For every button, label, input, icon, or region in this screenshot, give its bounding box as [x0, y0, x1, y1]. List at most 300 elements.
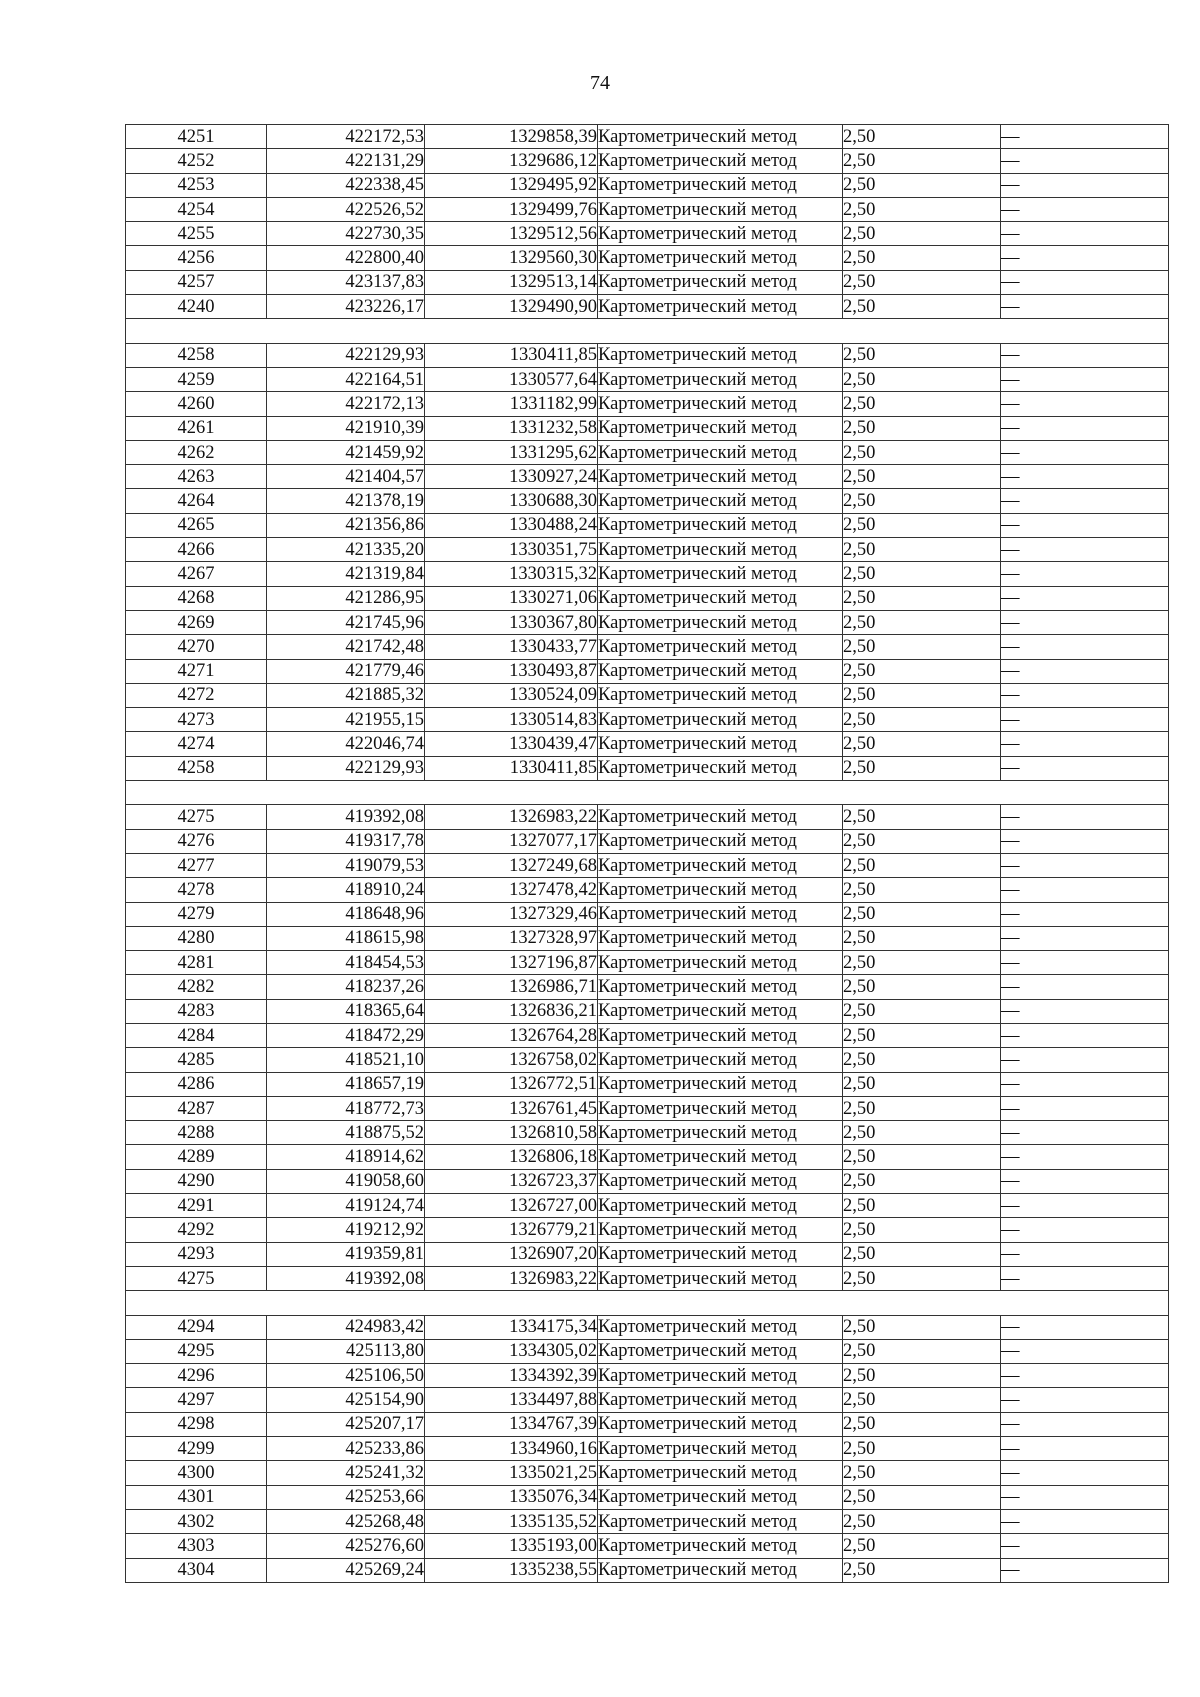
page-number: 74 [590, 72, 610, 94]
table-row [126, 367, 1169, 391]
y-coordinate-cell: 1327328,97 [425, 926, 598, 950]
table-row [126, 562, 1169, 586]
method-cell: Картометрический метод [598, 1096, 843, 1120]
description-cell: — [1001, 222, 1169, 246]
method-cell: Картометрический метод [598, 659, 843, 683]
point-number-cell: 4258 [126, 343, 267, 367]
point-number-cell: 4263 [126, 465, 267, 489]
method-cell: Картометрический метод [598, 902, 843, 926]
description-cell: — [1001, 1072, 1169, 1096]
x-coordinate-cell: 425268,48 [267, 1509, 425, 1533]
method-cell: Картометрический метод [598, 149, 843, 173]
method-cell: Картометрический метод [598, 416, 843, 440]
y-coordinate-cell: 1335135,52 [425, 1509, 598, 1533]
x-coordinate-cell: 423226,17 [267, 295, 425, 319]
accuracy-cell: 2,50 [843, 562, 1001, 586]
accuracy-cell: 2,50 [843, 951, 1001, 975]
method-cell: Картометрический метод [598, 1339, 843, 1363]
accuracy-cell: 2,50 [843, 1048, 1001, 1072]
table-row [126, 853, 1169, 877]
coordinates-table-body [126, 125, 1169, 1583]
x-coordinate-cell: 425233,86 [267, 1437, 425, 1461]
accuracy-cell: 2,50 [843, 683, 1001, 707]
y-coordinate-cell: 1326806,18 [425, 1145, 598, 1169]
x-coordinate-cell: 421356,86 [267, 513, 425, 537]
table-row [126, 951, 1169, 975]
x-coordinate-cell: 421378,19 [267, 489, 425, 513]
method-cell: Картометрический метод [598, 1509, 843, 1533]
y-coordinate-cell: 1334305,02 [425, 1339, 598, 1363]
accuracy-cell: 2,50 [843, 732, 1001, 756]
point-number-cell: 4268 [126, 586, 267, 610]
description-cell: — [1001, 683, 1169, 707]
description-cell: — [1001, 1145, 1169, 1169]
x-coordinate-cell: 421779,46 [267, 659, 425, 683]
table-row [126, 1096, 1169, 1120]
y-coordinate-cell: 1330367,80 [425, 610, 598, 634]
point-number-cell: 4271 [126, 659, 267, 683]
point-number-cell: 4278 [126, 878, 267, 902]
y-coordinate-cell: 1326779,21 [425, 1218, 598, 1242]
table-row [126, 829, 1169, 853]
table-row [126, 756, 1169, 780]
description-cell: — [1001, 1412, 1169, 1436]
point-number-cell: 4282 [126, 975, 267, 999]
point-number-cell: 4279 [126, 902, 267, 926]
y-coordinate-cell: 1335076,34 [425, 1485, 598, 1509]
point-number-cell: 4281 [126, 951, 267, 975]
point-number-cell: 4253 [126, 173, 267, 197]
point-number-cell: 4289 [126, 1145, 267, 1169]
accuracy-cell: 2,50 [843, 805, 1001, 829]
point-number-cell: 4291 [126, 1194, 267, 1218]
x-coordinate-cell: 421404,57 [267, 465, 425, 489]
y-coordinate-cell: 1330433,77 [425, 635, 598, 659]
method-cell: Картометрический метод [598, 683, 843, 707]
point-number-cell: 4299 [126, 1437, 267, 1461]
table-row [126, 295, 1169, 319]
description-cell: — [1001, 367, 1169, 391]
point-number-cell: 4296 [126, 1364, 267, 1388]
point-number-cell: 4293 [126, 1242, 267, 1266]
point-number-cell: 4273 [126, 708, 267, 732]
accuracy-cell: 2,50 [843, 197, 1001, 221]
x-coordinate-cell: 425113,80 [267, 1339, 425, 1363]
accuracy-cell: 2,50 [843, 1145, 1001, 1169]
method-cell: Картометрический метод [598, 999, 843, 1023]
accuracy-cell: 2,50 [843, 1315, 1001, 1339]
description-cell: — [1001, 1364, 1169, 1388]
x-coordinate-cell: 422172,53 [267, 125, 425, 149]
method-cell: Картометрический метод [598, 926, 843, 950]
description-cell: — [1001, 1169, 1169, 1193]
method-cell: Картометрический метод [598, 1242, 843, 1266]
description-cell: — [1001, 1339, 1169, 1363]
accuracy-cell: 2,50 [843, 829, 1001, 853]
method-cell: Картометрический метод [598, 829, 843, 853]
method-cell: Картометрический метод [598, 1388, 843, 1412]
y-coordinate-cell: 1330493,87 [425, 659, 598, 683]
method-cell: Картометрический метод [598, 1194, 843, 1218]
point-number-cell: 4259 [126, 367, 267, 391]
point-number-cell: 4300 [126, 1461, 267, 1485]
x-coordinate-cell: 422172,13 [267, 392, 425, 416]
accuracy-cell: 2,50 [843, 635, 1001, 659]
accuracy-cell: 2,50 [843, 586, 1001, 610]
description-cell: — [1001, 1437, 1169, 1461]
point-number-cell: 4302 [126, 1509, 267, 1533]
method-cell: Картометрический метод [598, 1534, 843, 1558]
method-cell: Картометрический метод [598, 1461, 843, 1485]
x-coordinate-cell: 418914,62 [267, 1145, 425, 1169]
group-separator-row [126, 319, 1169, 343]
y-coordinate-cell: 1334175,34 [425, 1315, 598, 1339]
table-row [126, 513, 1169, 537]
y-coordinate-cell: 1329858,39 [425, 125, 598, 149]
point-number-cell: 4286 [126, 1072, 267, 1096]
method-cell: Картометрический метод [598, 222, 843, 246]
table-row [126, 659, 1169, 683]
description-cell: — [1001, 246, 1169, 270]
accuracy-cell: 2,50 [843, 999, 1001, 1023]
accuracy-cell: 2,50 [843, 1266, 1001, 1290]
y-coordinate-cell: 1330411,85 [425, 343, 598, 367]
accuracy-cell: 2,50 [843, 1242, 1001, 1266]
accuracy-cell: 2,50 [843, 1364, 1001, 1388]
y-coordinate-cell: 1335238,55 [425, 1558, 598, 1582]
point-number-cell: 4270 [126, 635, 267, 659]
description-cell: — [1001, 1558, 1169, 1582]
description-cell: — [1001, 732, 1169, 756]
method-cell: Картометрический метод [598, 853, 843, 877]
coordinates-table [125, 124, 1169, 1583]
x-coordinate-cell: 419212,92 [267, 1218, 425, 1242]
table-row [126, 1461, 1169, 1485]
method-cell: Картометрический метод [598, 635, 843, 659]
accuracy-cell: 2,50 [843, 1121, 1001, 1145]
accuracy-cell: 2,50 [843, 659, 1001, 683]
accuracy-cell: 2,50 [843, 149, 1001, 173]
x-coordinate-cell: 418521,10 [267, 1048, 425, 1072]
point-number-cell: 4261 [126, 416, 267, 440]
accuracy-cell: 2,50 [843, 1388, 1001, 1412]
method-cell: Картометрический метод [598, 197, 843, 221]
accuracy-cell: 2,50 [843, 367, 1001, 391]
y-coordinate-cell: 1329490,90 [425, 295, 598, 319]
y-coordinate-cell: 1327249,68 [425, 853, 598, 877]
table-row [126, 1121, 1169, 1145]
description-cell: — [1001, 975, 1169, 999]
point-number-cell: 4254 [126, 197, 267, 221]
description-cell: — [1001, 756, 1169, 780]
table-row [126, 1558, 1169, 1582]
y-coordinate-cell: 1326727,00 [425, 1194, 598, 1218]
method-cell: Картометрический метод [598, 1169, 843, 1193]
accuracy-cell: 2,50 [843, 1412, 1001, 1436]
point-number-cell: 4274 [126, 732, 267, 756]
y-coordinate-cell: 1326723,37 [425, 1169, 598, 1193]
description-cell: — [1001, 1534, 1169, 1558]
x-coordinate-cell: 422338,45 [267, 173, 425, 197]
point-number-cell: 4240 [126, 295, 267, 319]
accuracy-cell: 2,50 [843, 878, 1001, 902]
method-cell: Картометрический метод [598, 270, 843, 294]
method-cell: Картометрический метод [598, 878, 843, 902]
x-coordinate-cell: 418472,29 [267, 1023, 425, 1047]
table-row [126, 926, 1169, 950]
y-coordinate-cell: 1331295,62 [425, 440, 598, 464]
y-coordinate-cell: 1329513,14 [425, 270, 598, 294]
x-coordinate-cell: 418615,98 [267, 926, 425, 950]
point-number-cell: 4297 [126, 1388, 267, 1412]
method-cell: Картометрический метод [598, 1266, 843, 1290]
accuracy-cell: 2,50 [843, 1461, 1001, 1485]
method-cell: Картометрический метод [598, 1048, 843, 1072]
y-coordinate-cell: 1329560,30 [425, 246, 598, 270]
x-coordinate-cell: 425207,17 [267, 1412, 425, 1436]
method-cell: Картометрический метод [598, 756, 843, 780]
accuracy-cell: 2,50 [843, 1509, 1001, 1533]
accuracy-cell: 2,50 [843, 343, 1001, 367]
y-coordinate-cell: 1326986,71 [425, 975, 598, 999]
table-row [126, 902, 1169, 926]
x-coordinate-cell: 419392,08 [267, 1266, 425, 1290]
table-row [126, 149, 1169, 173]
description-cell: — [1001, 562, 1169, 586]
method-cell: Картометрический метод [598, 708, 843, 732]
table-row [126, 1169, 1169, 1193]
x-coordinate-cell: 418365,64 [267, 999, 425, 1023]
x-coordinate-cell: 422800,40 [267, 246, 425, 270]
method-cell: Картометрический метод [598, 1437, 843, 1461]
accuracy-cell: 2,50 [843, 1096, 1001, 1120]
accuracy-cell: 2,50 [843, 392, 1001, 416]
x-coordinate-cell: 421885,32 [267, 683, 425, 707]
method-cell: Картометрический метод [598, 1485, 843, 1509]
accuracy-cell: 2,50 [843, 173, 1001, 197]
description-cell: — [1001, 1121, 1169, 1145]
table-row [126, 683, 1169, 707]
description-cell: — [1001, 173, 1169, 197]
accuracy-cell: 2,50 [843, 1169, 1001, 1193]
accuracy-cell: 2,50 [843, 1194, 1001, 1218]
point-number-cell: 4303 [126, 1534, 267, 1558]
separator-cell [126, 319, 1169, 343]
y-coordinate-cell: 1330411,85 [425, 756, 598, 780]
description-cell: — [1001, 1388, 1169, 1412]
accuracy-cell: 2,50 [843, 902, 1001, 926]
table-row [126, 999, 1169, 1023]
x-coordinate-cell: 425241,32 [267, 1461, 425, 1485]
y-coordinate-cell: 1335021,25 [425, 1461, 598, 1485]
y-coordinate-cell: 1330488,24 [425, 513, 598, 537]
description-cell: — [1001, 1266, 1169, 1290]
method-cell: Картометрический метод [598, 1412, 843, 1436]
accuracy-cell: 2,50 [843, 1558, 1001, 1582]
accuracy-cell: 2,50 [843, 416, 1001, 440]
x-coordinate-cell: 423137,83 [267, 270, 425, 294]
point-number-cell: 4277 [126, 853, 267, 877]
table-row [126, 392, 1169, 416]
x-coordinate-cell: 418910,24 [267, 878, 425, 902]
x-coordinate-cell: 424983,42 [267, 1315, 425, 1339]
description-cell: — [1001, 951, 1169, 975]
point-number-cell: 4252 [126, 149, 267, 173]
table-row [126, 465, 1169, 489]
accuracy-cell: 2,50 [843, 756, 1001, 780]
description-cell: — [1001, 270, 1169, 294]
accuracy-cell: 2,50 [843, 926, 1001, 950]
y-coordinate-cell: 1330514,83 [425, 708, 598, 732]
point-number-cell: 4256 [126, 246, 267, 270]
table-row [126, 270, 1169, 294]
method-cell: Картометрический метод [598, 586, 843, 610]
point-number-cell: 4266 [126, 538, 267, 562]
description-cell: — [1001, 125, 1169, 149]
y-coordinate-cell: 1330577,64 [425, 367, 598, 391]
table-row [126, 1388, 1169, 1412]
description-cell: — [1001, 416, 1169, 440]
method-cell: Картометрический метод [598, 951, 843, 975]
description-cell: — [1001, 392, 1169, 416]
point-number-cell: 4275 [126, 805, 267, 829]
y-coordinate-cell: 1329512,56 [425, 222, 598, 246]
point-number-cell: 4275 [126, 1266, 267, 1290]
table-row [126, 489, 1169, 513]
table-row [126, 708, 1169, 732]
table-row [126, 610, 1169, 634]
x-coordinate-cell: 419392,08 [267, 805, 425, 829]
x-coordinate-cell: 422131,29 [267, 149, 425, 173]
y-coordinate-cell: 1326836,21 [425, 999, 598, 1023]
x-coordinate-cell: 421319,84 [267, 562, 425, 586]
method-cell: Картометрический метод [598, 562, 843, 586]
description-cell: — [1001, 635, 1169, 659]
method-cell: Картометрический метод [598, 1023, 843, 1047]
point-number-cell: 4292 [126, 1218, 267, 1242]
accuracy-cell: 2,50 [843, 1023, 1001, 1047]
method-cell: Картометрический метод [598, 610, 843, 634]
method-cell: Картометрический метод [598, 975, 843, 999]
y-coordinate-cell: 1327329,46 [425, 902, 598, 926]
table-row [126, 1315, 1169, 1339]
x-coordinate-cell: 418875,52 [267, 1121, 425, 1145]
x-coordinate-cell: 425269,24 [267, 1558, 425, 1582]
point-number-cell: 4285 [126, 1048, 267, 1072]
description-cell: — [1001, 1242, 1169, 1266]
description-cell: — [1001, 538, 1169, 562]
accuracy-cell: 2,50 [843, 295, 1001, 319]
y-coordinate-cell: 1331232,58 [425, 416, 598, 440]
point-number-cell: 4267 [126, 562, 267, 586]
x-coordinate-cell: 418772,73 [267, 1096, 425, 1120]
description-cell: — [1001, 999, 1169, 1023]
y-coordinate-cell: 1326983,22 [425, 805, 598, 829]
method-cell: Картометрический метод [598, 125, 843, 149]
table-row [126, 173, 1169, 197]
point-number-cell: 4288 [126, 1121, 267, 1145]
accuracy-cell: 2,50 [843, 708, 1001, 732]
y-coordinate-cell: 1330351,75 [425, 538, 598, 562]
table-row [126, 1048, 1169, 1072]
table-row [126, 343, 1169, 367]
description-cell: — [1001, 343, 1169, 367]
x-coordinate-cell: 419317,78 [267, 829, 425, 853]
table-row [126, 1023, 1169, 1047]
point-number-cell: 4290 [126, 1169, 267, 1193]
x-coordinate-cell: 418237,26 [267, 975, 425, 999]
x-coordinate-cell: 419124,74 [267, 1194, 425, 1218]
point-number-cell: 4304 [126, 1558, 267, 1582]
accuracy-cell: 2,50 [843, 1534, 1001, 1558]
method-cell: Картометрический метод [598, 805, 843, 829]
method-cell: Картометрический метод [598, 1072, 843, 1096]
description-cell: — [1001, 149, 1169, 173]
description-cell: — [1001, 1315, 1169, 1339]
table-row [126, 1266, 1169, 1290]
table-row [126, 1534, 1169, 1558]
y-coordinate-cell: 1329686,12 [425, 149, 598, 173]
y-coordinate-cell: 1326810,58 [425, 1121, 598, 1145]
y-coordinate-cell: 1327478,42 [425, 878, 598, 902]
point-number-cell: 4294 [126, 1315, 267, 1339]
description-cell: — [1001, 489, 1169, 513]
description-cell: — [1001, 586, 1169, 610]
x-coordinate-cell: 421335,20 [267, 538, 425, 562]
x-coordinate-cell: 425154,90 [267, 1388, 425, 1412]
x-coordinate-cell: 421286,95 [267, 586, 425, 610]
description-cell: — [1001, 440, 1169, 464]
description-cell: — [1001, 902, 1169, 926]
x-coordinate-cell: 422046,74 [267, 732, 425, 756]
table-row [126, 416, 1169, 440]
table-row [126, 975, 1169, 999]
point-number-cell: 4280 [126, 926, 267, 950]
method-cell: Картометрический метод [598, 392, 843, 416]
accuracy-cell: 2,50 [843, 853, 1001, 877]
x-coordinate-cell: 419058,60 [267, 1169, 425, 1193]
point-number-cell: 4262 [126, 440, 267, 464]
x-coordinate-cell: 418648,96 [267, 902, 425, 926]
description-cell: — [1001, 1096, 1169, 1120]
method-cell: Картометрический метод [598, 732, 843, 756]
x-coordinate-cell: 422129,93 [267, 343, 425, 367]
table-row [126, 538, 1169, 562]
description-cell: — [1001, 708, 1169, 732]
x-coordinate-cell: 422730,35 [267, 222, 425, 246]
y-coordinate-cell: 1326761,45 [425, 1096, 598, 1120]
table-row [126, 1218, 1169, 1242]
point-number-cell: 4272 [126, 683, 267, 707]
description-cell: — [1001, 1218, 1169, 1242]
table-row [126, 732, 1169, 756]
y-coordinate-cell: 1334767,39 [425, 1412, 598, 1436]
description-cell: — [1001, 659, 1169, 683]
point-number-cell: 4255 [126, 222, 267, 246]
y-coordinate-cell: 1330439,47 [425, 732, 598, 756]
table-row [126, 1485, 1169, 1509]
point-number-cell: 4269 [126, 610, 267, 634]
x-coordinate-cell: 422129,93 [267, 756, 425, 780]
method-cell: Картометрический метод [598, 1121, 843, 1145]
y-coordinate-cell: 1326764,28 [425, 1023, 598, 1047]
y-coordinate-cell: 1330927,24 [425, 465, 598, 489]
table-row [126, 1194, 1169, 1218]
accuracy-cell: 2,50 [843, 125, 1001, 149]
point-number-cell: 4283 [126, 999, 267, 1023]
method-cell: Картометрический метод [598, 440, 843, 464]
table-row [126, 222, 1169, 246]
